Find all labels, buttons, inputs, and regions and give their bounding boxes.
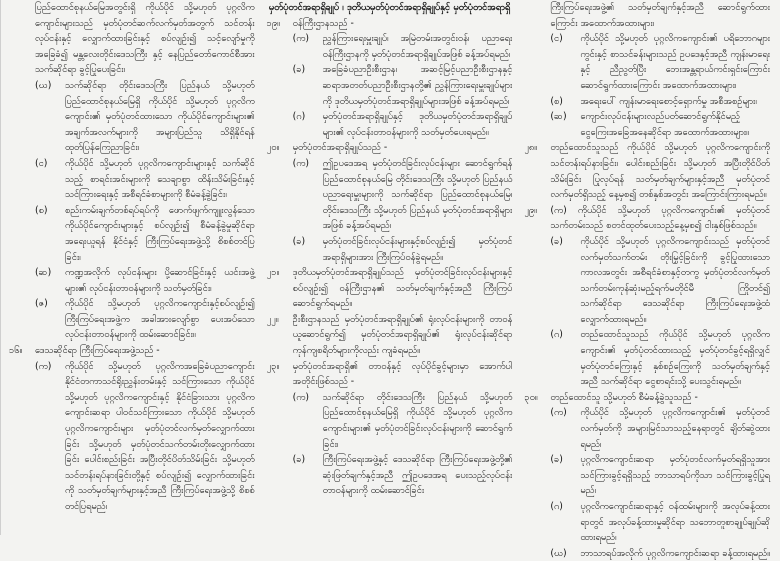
section-number: ၁၆။ (9, 345, 23, 357)
clause-text: ဘာသာရပ်အလိုက် ပုဂ္ဂလိကကျောင်းဆရာ ခန့်ထားရမည်။ (580, 547, 771, 559)
clause-text: မှတ်ပုံတင်အရာရှိချုပ်နှင့် ဒုတိယမှတ်ပုံတင်အရာရှိချုပ်များ၏ လုပ်ငန်းတာဝန်များကို သတ်မှတ်ပေးရမည်။ (322, 111, 513, 138)
clause-text: ကျောင်းလုပ်ငန်းများလည်ပတ်ဆောင်ရွက်နိုင်မည့် ငွေကြေးအခြေအနေဆိုင်ရာ အထောက်အထားများ။ (580, 111, 749, 138)
subsection-item (267, 390, 513, 452)
section-number: ၂၉။ (524, 204, 537, 216)
section-item (267, 140, 513, 156)
paragraph-text: ကြီးကြပ်ရေးအဖွဲ့၏ သတ်မှတ်ချက်နှင့်အညီ ဆောင်ရွက်ထားကြောင်း အထောက်အထားများ၊ (550, 2, 771, 29)
section-number: ၂၃။ (266, 360, 280, 372)
clause-label: (က) (550, 407, 567, 419)
section-item (524, 140, 770, 202)
clause-label: (က) (292, 33, 310, 45)
section-item (267, 16, 513, 32)
subsection-item (267, 109, 513, 140)
clause-text: ဤဥပဒေအရ မှတ်ပုံတင်ခြင်းလုပ်ငန်းများ ဆောင်ရွက်ရန် ပြည်ထောင်စုနယ်မြေ တိုင်းဒေသကြီး သို့မဟုတ် ပြည်နယ်ပညာရေးမှူးများကို သက်ဆိုင်ရာ ပြည်ထောင်စုနယ်မြေ၊ တိုင်းဒေသကြီး သို့မဟုတ် ပြည်နယ် မှတ်ပုံတင်အရာရှိများအဖြစ် ခန့်အပ်ရမည်၊ (322, 157, 513, 232)
clause-label: (ခ) (550, 235, 563, 247)
text-columns (9, 0, 771, 559)
section-item (524, 390, 770, 406)
subsection-item (524, 94, 770, 110)
paragraph-text: ပြည်ထောင်စုနယ်မြေအတွင်းရှိ ကိုယ်ပိုင် သို့မဟုတ် ပုဂ္ဂလိကကျောင်းများသည် မှတ်ပုံတင်ဆက်လက်မှတ်အတွက် သင်တန်းလုပ်ငန်းနှင့် လျှောက်ထားခြင်းနှင့် စပ်လျဉ်း၍ သင့်လျော်မှုကို အခြေခံ၍ မန္တလေးတိုင်းဒေသကြီး နှင့် နေပြည်တော်ကောင်စီအား သက်ဆိုင်ရာ ခွင့်ပြုပေးခြင်း၊ (35, 2, 255, 76)
column-right (524, 0, 771, 559)
section-heading: မှတ်ပုံတင်အရာရှိချုပ် ၊ ဒုတိယမှတ်ပုံတင်အရာရှိချုပ်နှင့် မှတ်ပုံတင်အရာရှိ (268, 2, 511, 13)
clause-text: မှတ်ပုံတင်အရာရှိ၏ တာဝန်နှင့် လုပ်ပိုင်ခွင့်များမှာ အောက်ပါအတိုင်းဖြစ်သည် - (292, 360, 513, 388)
section-number: ၃၀။ (524, 391, 538, 403)
clause-text: တည်ထောင်သူ သို့မဟုတ် စီမံခန့်ခွဲသူသည် - (550, 391, 698, 403)
clause-text: ကြီးကြပ်ရေးအဖွဲ့နှင့် ဒေသဆိုင်ရာ ကြီးကြပ်ရေးအဖွဲ့တို့၏ ဆုံးဖြတ်ချက်နှင့်အညီ ဤဥပဒေအရ ပေးသည့်လုပ်ငန်းတာဝန်များကို ထမ်းဆောင်ခြင်း (322, 454, 513, 497)
clause-label: (ဂ) (550, 501, 563, 512)
clause-label: (ဂ) (292, 111, 306, 123)
section-item (267, 265, 513, 312)
clause-text: ပုဂ္ဂလိကကျောင်းဆရာနှင့် ဝန်ထမ်းများကို အလုပ်ခန့်ထား ရာတွင် အလုပ်ခန့်ထားမှုဆိုင်ရာ သဘောတူစာချုပ်ချုပ်ဆိုထားရမည်၊ (580, 501, 771, 544)
subsection-item (267, 156, 513, 234)
section-number: ၂၈။ (524, 142, 538, 154)
subsection-item (267, 62, 513, 109)
clause-label: (က) (292, 391, 310, 403)
subsection-item (9, 296, 255, 343)
clause-text: အခြေခံပညာဦးစီးဌာန၊ အဆင့်မြင့်ပညာဦးစီးဌာနနှင့် ဆရာအတတ်ပညာဦးစီးဌာနတို့၏ ညွှန်ကြားရေးမှူးချုပ်များကို ဒုတိယမှတ်ပုံတင်အရာရှိချုပ်များအဖြစ် ခန့်အပ်ရမည်၊ (322, 64, 513, 107)
subsection-item (9, 156, 255, 203)
clause-label: (စ) (550, 95, 563, 107)
clause-text: မှတ်ပုံတင်အရာရှိချုပ်သည် - (292, 142, 388, 154)
clause-label: (ဆ) (550, 111, 567, 123)
clause-label: (ဇ) (35, 298, 48, 310)
clause-text: သက်ဆိုင်ရာ တိုင်းဒေသကြီး ပြည်နယ် သို့မဟုတ် ပြည်ထောင်စုနယ်မြေရှိ ကိုယ်ပိုင် သို့မဟုတ် ပုဂ္ဂလိကကျောင်းများ၏ မှတ်ပုံတင်ခြင်းလုပ်ငန်းများကို ဆောင်ရွက်ခြင်း၊ (322, 391, 513, 450)
clause-label: (ဃ) (35, 79, 52, 91)
clause-text: မှတ်ပုံတင်ခြင်းလုပ်ငန်းများနှင့်စပ်လျဉ်း၍ မှတ်ပုံတင်အရာရှိများအား ကြီးကြပ်ဝန်ခွဲရမည်။ (322, 235, 513, 263)
subsection-item (524, 499, 770, 546)
clause-text: တည်ထောင်သူသည် ကိုယ်ပိုင် သို့မဟုတ် ပုဂ္ဂလိကကျောင်းကို သင်တန်းရပ်နားခြင်း၊ ပေါင်းစည်းခြင်း သို့မဟုတ် အပြီးတိုင်ပိတ်သိမ်းခြင်း ပြုလုပ်ရန် သတ်မှတ်ချက်များနှင့်အညီ မှတ်ပုံတင်လက်မှတ်ရှိသည့် နေ့မှစ၍ တစ်နှစ်အတွင်း အကြောင်းကြားရမည်။ (550, 142, 771, 201)
clause-text: ကိုယ်ပိုင် သို့မဟုတ် ပုဂ္ဂလိကကျောင်း၏ ပရိဘောဂများ ကွင်းနှင့် စာသင်ခန်းများသည် ဥပဒေနှင့်အညီ ကျန်းမာရေးနှင့် ညီညွတ်ပြီး ဘေးအန္တရာယ်ကင်းရှင်းကြောင်း ဆောင်ရွက်ထားကြောင်း အထောက်အထားများ၊ (580, 33, 771, 91)
clause-label: (င) (35, 157, 48, 169)
continued-paragraph (9, 0, 255, 78)
clause-text: သက်ဆိုင်ရာ တိုင်းဒေသကြီး ပြည်နယ် သို့မဟုတ် ပြည်ထောင်စုနယ်မြေရှိ ကိုယ်ပိုင် သို့မဟုတ် ပုဂ္ဂလိကကျောင်း၏ မှတ်ပုံတင်ထားသော ကိုယ်ပိုင်ကျောင်းများ၏ အချက်အလက်များကို အများပြည်သူ သိရှိနိုင်ရန် ထုတ်ပြန်ကြေညာခြင်း၊ (65, 79, 255, 154)
clause-label: (ခ) (292, 64, 306, 76)
clause-label: (ခ) (550, 454, 563, 466)
clause-label: (စ) (35, 204, 48, 216)
clause-label: (ခ) (292, 235, 306, 247)
section-item (524, 203, 770, 234)
clause-label: (ဂ) (550, 329, 563, 341)
clause-text: ဝန်ကြီးဌာနသည် - (292, 17, 354, 29)
section-number: ၂၀။ (266, 142, 280, 154)
section-number: ၂၁။ (266, 267, 280, 279)
subsection-item (267, 234, 513, 265)
clause-text: စည်းကမ်းချက်တစ်ရပ်ရပ်ကို ဖောက်ဖျက်ကျူးလွန်သော ကိုယ်ပိုင်ကျောင်းများနှင့် စပ်လျဉ်း၍ စီမံခန့်ခွဲမှုဆိုင်ရာ အရေးယူရန် နိုင်ငံနှင့် ကြီးကြပ်ရေးအဖွဲ့သို့ စိစစ်တင်ပြခြင်း၊ (65, 204, 255, 263)
clause-text: ကိုယ်ပိုင် သို့မဟုတ် ပုဂ္ဂလိကကျောင်းများနှင့် သက်ဆိုင်သည့် စာရင်းအင်းများကို သေချာစွာ ထိန်းသိမ်းခြင်းနှင့် သင်ကြားရေးနှင့် အစီရင်ခံစာများကို စီမံခန့်ခွဲခြင်း၊ (65, 157, 255, 201)
section-item (267, 359, 513, 390)
subsection-item (9, 78, 255, 156)
subsection-item (9, 265, 255, 296)
continued-paragraph (524, 0, 770, 31)
subsection-item (267, 31, 513, 62)
column-middle (267, 0, 513, 535)
clause-text: ဒုတိယမှတ်ပုံတင်အရာရှိချုပ်သည် မှတ်ပုံတင်ခြင်းလုပ်ငန်းများနှင့်စပ်လျဉ်း၍ ဝန်ကြီးဌာန၏ သတ်မှတ်ချက်နှင့်အညီ ကြီးကြပ်ဆောင်ရွက်ရမည်။ (292, 267, 513, 310)
clause-label: (ဆ) (35, 267, 52, 279)
section-item (267, 312, 513, 359)
subsection-item (9, 203, 255, 265)
subsection-item (9, 359, 255, 515)
clause-text: တည်ထောင်သူသည် ကိုယ်ပိုင် သို့မဟုတ် ပုဂ္ဂလိက ကျောင်း၏ မှတ်ပုံတင်ထားသည့် မှတ်ပုံတင်ခွင့်ရရှိလျှင် မှတ်ပုံတင်ကြေးနှင့် နှစ်စဉ်ကြေးကို သတ်မှတ်ချက်နှင့်အညီ သက်ဆိုင်ရာ ငွေစာရင်းသို့ ပေးသွင်းရမည်။ (580, 329, 771, 388)
clause-text: ကဏ္ဍအလိုက် လုပ်ငန်းများ ပို့ဆောင်ခြင်းနှင့် ယင်းအဖွဲ့များ၏ လုပ်ငန်းတာဝန်များကို သတ်မှတ်ခြင်း၊ (65, 267, 255, 294)
clause-text: ကိုယ်ပိုင် သို့မဟုတ် ပုဂ္ဂလိကကျောင်း၏ မှတ်ပုံတင်လက်မှတ်ကို အများမြင်သာသည့်နေရာတွင် ချိတ်ဆွဲထားရမည်၊ (580, 407, 771, 450)
clause-text: ပုဂ္ဂလိကကျောင်းဆရာ မှတ်ပုံတင်လက်မှတ်ရရှိသူအား သင်ကြားခွင့်ရရှိသည့် ဘာသာရပ်ကိုသာ သင်ကြားခွင့်ပြုရမည်၊ (580, 454, 771, 497)
clause-text: ကိုယ်ပိုင် သို့မဟုတ် ပုဂ္ဂလိကကျောင်းသည် မှတ်ပုံတင်လက်မှတ်သက်တမ်း တိုးမြှင့်ခြင်းကို ခွင့်ပြုထားသော ကာလအတွင်း အစီရင်ခံစာနှင့်တကွ မှတ်ပုံတင်လက်မှတ်သက်တမ်းကုန်ဆုံးမည့်ရက်မတိုင်မီ ကြိုတင်၍ သက်ဆိုင်ရာ ဒေသဆိုင်ရာ ကြီးကြပ်ရေးအဖွဲ့ထံ လျှောက်ထားရမည်။ (580, 235, 771, 325)
subsection-item (524, 405, 770, 452)
clause-label: (ဃ) (550, 547, 567, 559)
section-item (9, 343, 255, 359)
section-number: ၁၉။ (266, 17, 280, 29)
section-number: ၂၂။ (266, 313, 279, 325)
subsection-item (524, 327, 770, 389)
subsection-item (524, 452, 770, 499)
clause-text: ကိုယ်ပိုင် သို့မဟုတ် ပုဂ္ဂလိကအခြေခံပညာကျောင်း နိုင်ငံတကာသင်ရိုးညွှန်းတမ်းနှင့် သင်ကြားသော ကိုယ်ပိုင် သို့မဟုတ် ပုဂ္ဂလိကကျောင်းနှင့် နိုင်ငံခြားသား ပုဂ္ဂလိကကျောင်းဆရာ ပါဝင်သင်ကြားသော ကိုယ်ပိုင် သို့မဟုတ် ပုဂ္ဂလိကကျောင်းများ မှတ်ပုံတင်လက်မှတ်လျှောက်ထားခြင်း သို့မဟုတ် မှတ်ပုံတင်သက်တမ်းတိုးလျှောက်ထားခြင်း ပေါင်းစည်းခြင်း အပြီးတိုင်ပိတ်သိမ်းခြင်း သို့မဟုတ် သင်တန်းရပ်နားခြင်းတို့နှင့် စပ်လျဉ်း၍ လျှောက်ထားခြင်းကို သတ်မှတ်ချက်များနှင့်အညီ ကြီးကြပ်ရေးအဖွဲ့သို့ စိစစ်တင်ပြရမည်၊ (65, 360, 255, 512)
subsection-item (524, 234, 770, 328)
clause-label: (င) (550, 33, 563, 45)
clause-text: ဒေသဆိုင်ရာ ကြီးကြပ်ရေးအဖွဲ့သည် - (35, 345, 160, 357)
clause-text: အရေးပေါ် ကျန်းမာရေးစောင့်ရှောက်မှု အစီအစဉ်များ၊ (580, 95, 757, 107)
clause-text: (က) ကိုယ်ပိုင် သို့မဟုတ် ပုဂ္ဂလိကကျောင်း၏ မှတ်ပုံတင်သက်တမ်းသည် စတင်ထုတ်ပေးသည့်နေ့မှစ၍ ငါးနှစ်ဖြစ်သည်။ (550, 204, 771, 232)
subsection-item (524, 546, 770, 561)
subsection-item (524, 31, 770, 93)
subsection-item (267, 452, 513, 499)
clause-label: (ခ) (292, 454, 306, 466)
column-left (9, 0, 255, 535)
subsection-item (524, 109, 770, 140)
clause-label: (က) (292, 157, 310, 169)
clause-text: ဦးစီးဌာနသည် မှတ်ပုံတင်အရာရှိချုပ်၏ ရုံးလုပ်ငန်းများကို တာဝန်ယူဆောင်ရွက်၍ မှတ်ပုံတင်အရာရှိချုပ်၏ ရုံးလုပ်ငန်းဆိုင်ရာ ကုန်ကျစရိတ်များကိုလည်း ကျခံရမည်။ (292, 313, 513, 357)
clause-label: (က) (35, 360, 52, 372)
clause-text: ညွှန်ကြားရေးမှူးချုပ်၊ အမြဲတမ်းအတွင်းဝန်၊ ပညာရေးဝန်ကြီးဌာနကို မှတ်ပုံတင်အရာရှိချုပ်အဖြစ် ခန့်အပ်ရမည်၊ (322, 33, 513, 60)
clause-text: ကိုယ်ပိုင် သို့မဟုတ် ပုဂ္ဂလိကကျောင်းနှင့်စပ်လျဉ်း၍ ကြီးကြပ်ရေးအဖွဲ့က အခါအားလျော်စွာ ပေးအပ်သော လုပ်ငန်းတာဝန်များကို ထမ်းဆောင်ခြင်း။ (65, 298, 255, 341)
